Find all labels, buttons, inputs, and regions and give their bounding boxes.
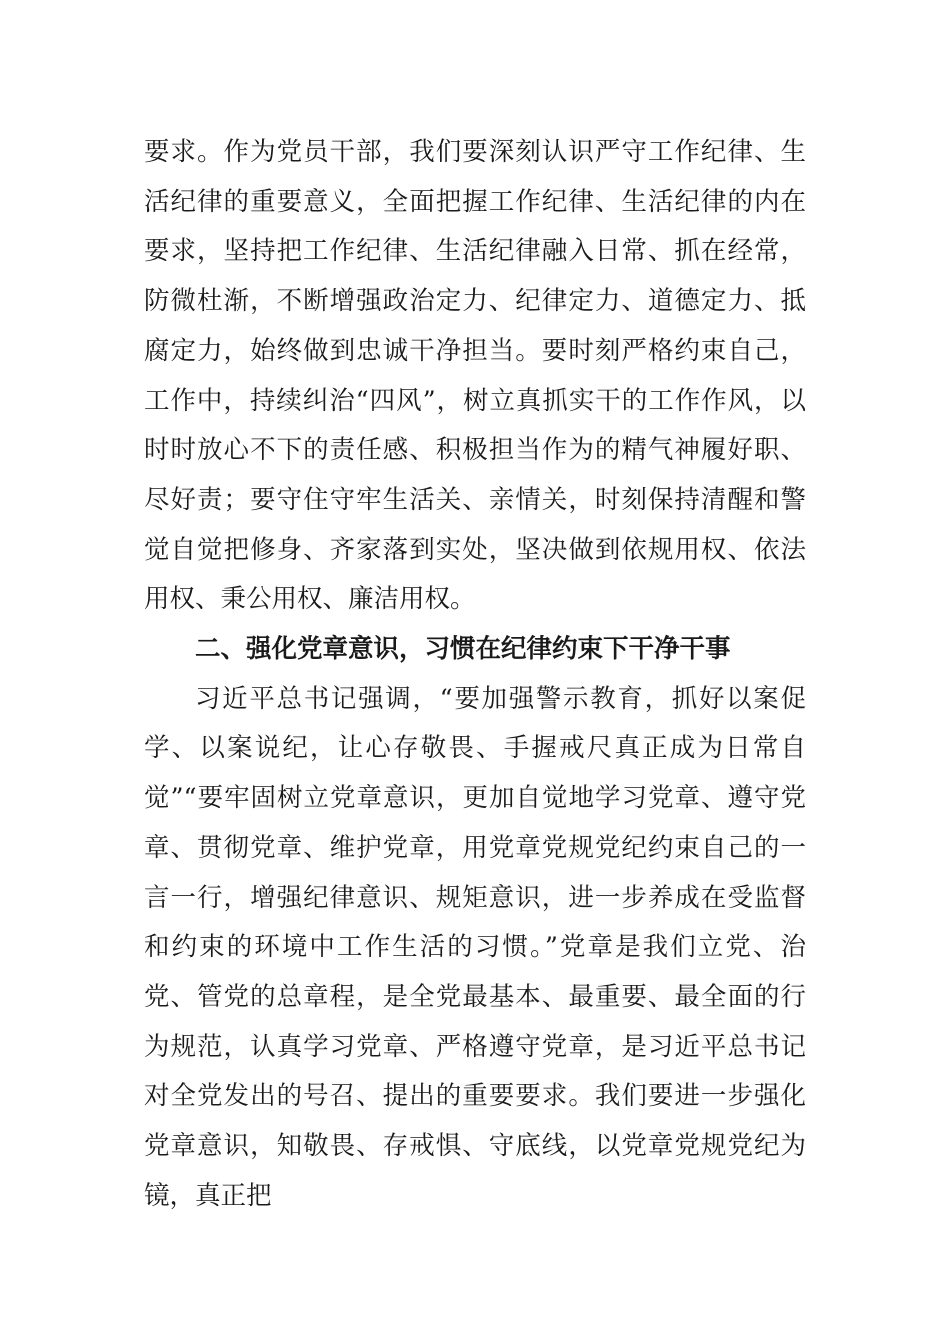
section-heading: 二、强化党章意识，习惯在纪律约束下干净干事 [195,634,731,665]
paragraph: 习近平总书记强调，“要加强警示教育，抓好以案促学、以案说纪，让心存敬畏、手握戒尺真正成为日常自觉”“要牢固树立党章意识，更加自觉地学习党章、遵守党章、贯彻党章、维护党章，用党章党规党纪约束自己的一言一行，增强纪律意识、规矩意识，进一步养成在受监督和约束的环境中工作生活的习惯。”党章是我们立党、治党、管党的总章程，是全党最基本、最重要、最全面的行为规范，认真学习党章、严格遵守党章，是习近平总书记对全党发出的号召、提出的重要要求。我们要进一步强化党章意识，知敬畏、存戒惧、守底线，以党章党规党纪为镜，真正把 [144,683,806,1211]
document-body [144,128,806,1221]
paragraph-continued: 要求。作为党员干部，我们要深刻认识严守工作纪律、生活纪律的重要意义，全面把握工作纪律、生活纪律的内在要求，坚持把工作纪律、生活纪律融入日常、抓在经常，防微杜渐，不断增强政治定力、纪律定力、道德定力、抵腐定力，始终做到忠诚干净担当。要时刻严格约束自己，工作中，持续纠治“四风”，树立真抓实干的工作作风，以时时放心不下的责任感、积极担当作为的精气神履好职、尽好责；要守住守牢生活关、亲情关，时刻保持清醒和警觉自觉把修身、齐家落到实处，坚决做到依规用权、依法用权、秉公用权、廉洁用权。 [144,137,806,615]
